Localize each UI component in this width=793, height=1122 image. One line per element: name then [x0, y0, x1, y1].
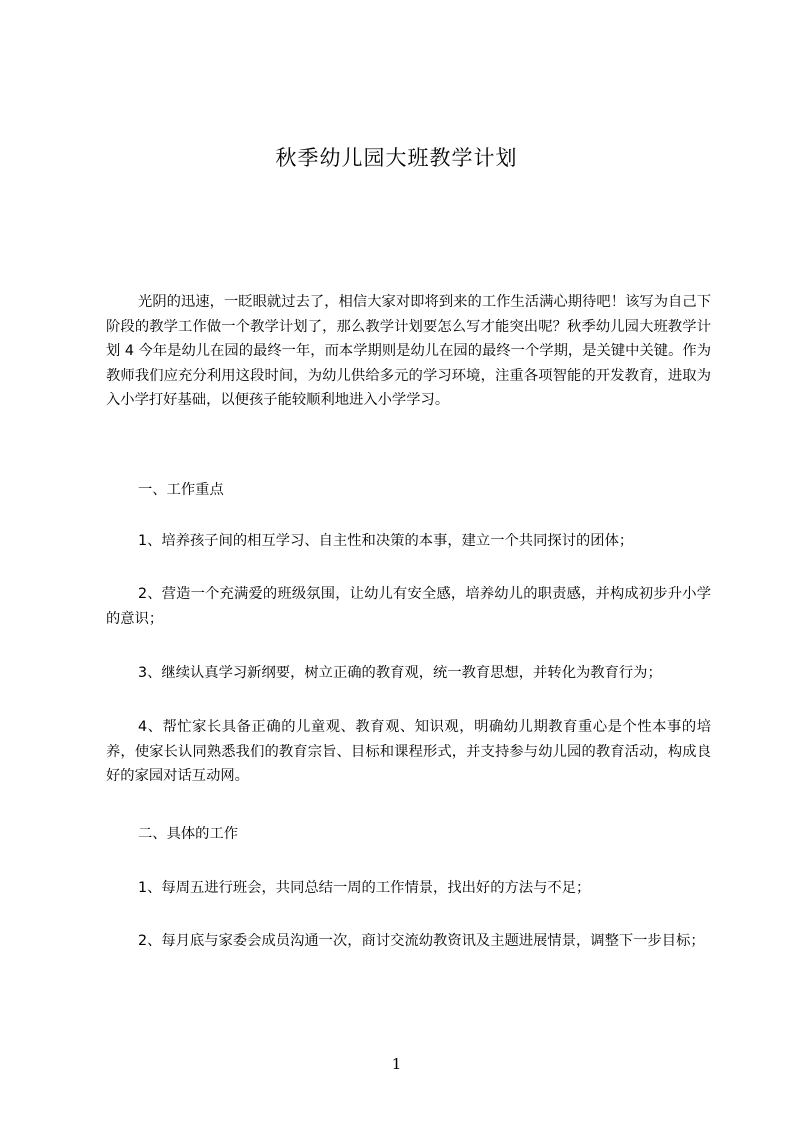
list-item: 4、帮忙家长具备正确的儿童观、教育观、知识观，明确幼儿期教育重心是个性本事的培养，使家长认同熟悉我们的教育宗旨、目标和课程形式，并支持参与幼儿园的教育活动，构成良好的家园对话互动网。	[106, 719, 711, 784]
section-heading-specific-work: 二、具体的工作	[138, 826, 239, 842]
list-item: 2、每月底与家委会成员沟通一次，商讨交流幼教资讯及主题进展情景，调整下一步目标；	[138, 933, 705, 949]
document-title: 秋季幼儿园大班教学计划	[275, 146, 518, 170]
intro-paragraph: 光阴的迅速，一眨眼就过去了，相信大家对即将到来的工作生活满心期待吧！该写为自己下阶段的教学工作做一个教学计划了，那么教学计划要怎么写才能突出呢？秋季幼儿园大班教学计划 4 今年是幼儿在园的最终一年，而本学期则是幼儿在园的最终一个学期，是关键中关键。作为教师我们应充分利用这段时间，为幼儿供给多元的学习环境，注重各项智能的开发教育，进取为入小学打好基础，以便孩子能较顺利地进入小学学习。	[106, 294, 711, 408]
page-number: 1	[391, 1055, 402, 1073]
section-heading-work-focus: 一、工作重点	[138, 482, 224, 498]
list-item: 2、营造一个充满爱的班级氛围，让幼儿有安全感，培养幼儿的职责感，并构成初步升小学的意识；	[106, 586, 711, 627]
list-item: 1、培养孩子间的相互学习、自主性和决策的本事，建立一个共同探讨的团体；	[138, 533, 634, 549]
list-item: 3、继续认真学习新纲要，树立正确的教育观，统一教育思想，并转化为教育行为；	[138, 665, 662, 681]
list-item: 1、每周五进行班会，共同总结一周的工作情景，找出好的方法与不足；	[138, 880, 591, 896]
